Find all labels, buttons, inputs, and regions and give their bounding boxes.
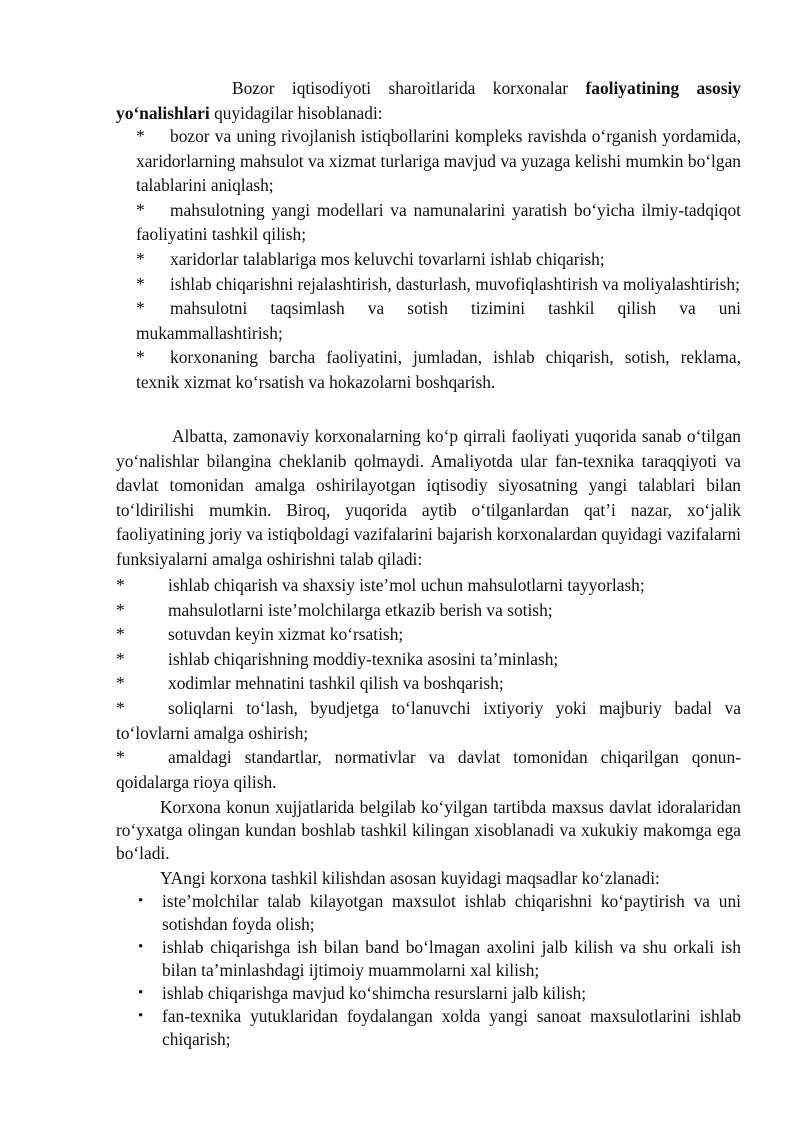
asterisk-marker: * <box>116 673 125 694</box>
body-paragraph: YAngi korxona tashkil kilishdan asosan kuyidagi maqsadlar ko‘zlanadi: <box>160 868 660 888</box>
list-item: * amaldagi standartlar, normativlar va davlat tomonidan chiqarilgan qonun-qoidalarga rioya qilish. <box>116 747 741 792</box>
list-item: * mahsulotlarni iste’molchilarga etkazib berish va sotish; <box>116 598 741 623</box>
bullet-icon: • <box>138 939 144 955</box>
asterisk-marker: * <box>136 273 145 294</box>
list-item: * sotuvdan keyin xizmat ko‘rsatish; <box>116 622 741 647</box>
asterisk-marker: * <box>136 298 145 319</box>
body-paragraph: Albatta, zamonaviy korxonalarning ko‘p qirrali faoliyati yuqorida sanab o‘tilgan yo‘nalishlar bilangina cheklanib qolmaydi. Amaliyotda ular fan-texnika taraqqiyoti va davlat tomonidan amalga oshirilayotgan iqtisodiy siyosatning yangi talablari bilan to‘ldirilishi mumkin. Biroq, yuqorida aytib o‘tilganlardan qat’i nazar, xo‘jalik faoliyatining joriy va istiqboldagi vazifalarini bajarish korxonalardan quyidagi vazifalarni funksiyalarni amalga oshirishni talab qiladi: <box>116 426 741 569</box>
asterisk-marker: * <box>136 347 145 368</box>
asterisk-marker: * <box>116 624 125 645</box>
list-item: * ishlab chiqarishni rejalashtirish, dasturlash, muvofiqlashtirish va moliyalashtirish; <box>136 272 741 297</box>
functions-list <box>116 573 741 794</box>
list-item: * soliqlarni to‘lash, byudjetga to‘lanuvchi ixtiyoriy yoki majburiy badal va to‘lovlarni amalga oshirish; <box>116 697 741 743</box>
list-item: • fan-texnika yutuklaridan foydalangan xolda yangi sanoat maxsulotlarini ishlab chiqarish; <box>138 1006 741 1049</box>
list-item: * xodimlar mehnatini tashkil qilish va boshqarish; <box>116 671 741 696</box>
list-item: * ishlab chiqarishning moddiy-texnika asosini ta’minlash; <box>116 647 741 672</box>
list-item: * bozor va uning rivojlanish istiqbollarini kompleks ravishda o‘rganish yordamida, xaridorlarning mahsulot va xizmat turlariga mavjud va yuzaga kelishi mumkin bo‘lgan talablarini aniqlash; <box>136 126 741 196</box>
goals-list <box>134 890 741 1051</box>
directions-list <box>136 124 741 395</box>
list-item: * xaridorlar talablariga mos keluvchi tovarlarni ishlab chiqarish; <box>136 247 741 272</box>
asterisk-marker: * <box>136 248 145 269</box>
intro-tail: quyidagilar hisoblanadi: <box>209 102 383 123</box>
asterisk-marker: * <box>116 599 125 620</box>
intro-paragraph <box>116 76 741 125</box>
asterisk-marker: * <box>116 697 125 718</box>
asterisk-marker: * <box>116 648 125 669</box>
body-paragraph: Korxona konun xujjatlarida belgilab ko‘yilgan tartibda maxsus davlat idoralaridan ro‘yxatga olingan kundan boshlab tashkil kilingan xisoblanadi va xukukiy makomga ega bo‘ladi. <box>116 797 741 863</box>
list-item: • ishlab chiqarishga mavjud ko‘shimcha resurslarni jalb kilish; <box>138 983 587 1003</box>
intro-lead: Bozor iqtisodiyoti sharoitlarida korxonalar <box>232 78 586 98</box>
intro-bold-term: faoliyatining asosiy yo‘nalishlari <box>116 78 742 123</box>
list-item: * korxonaning barcha faoliyatini, jumladan, ishlab chiqarish, sotish, reklama, texnik xizmat ko‘rsatish va hokazolarni boshqarish. <box>136 347 741 392</box>
asterisk-marker: * <box>136 126 145 146</box>
bullet-icon: • <box>138 985 144 1001</box>
list-item: * mahsulotni taqsimlash va sotish tizimini tashkil qilish va uni mukammallashtirish; <box>136 298 741 343</box>
list-item: • iste’molchilar talab kilayotgan maxsulot ishlab chiqarishni ko‘paytirish va uni sotishdan foyda olish; <box>138 891 741 934</box>
list-item: * ishlab chiqarish va shaxsiy iste’mol uchun mahsulotlarni tayyorlash; <box>116 573 741 598</box>
list-item: * mahsulotning yangi modellari va namunalarini yaratish bo‘yicha ilmiy-tadqiqot faoliyatini tashkil qilish; <box>136 199 741 245</box>
asterisk-marker: * <box>116 747 125 768</box>
asterisk-marker: * <box>136 199 145 220</box>
asterisk-marker: * <box>116 575 125 595</box>
list-item: • ishlab chiqarishga ish bilan band bo‘lmagan axolini jalb kilish va shu orkali ish bilan ta’minlashdagi ijtimoiy muammolarni xal kilish; <box>138 937 741 980</box>
bullet-icon: • <box>138 1008 144 1024</box>
bullet-icon: • <box>138 893 144 909</box>
